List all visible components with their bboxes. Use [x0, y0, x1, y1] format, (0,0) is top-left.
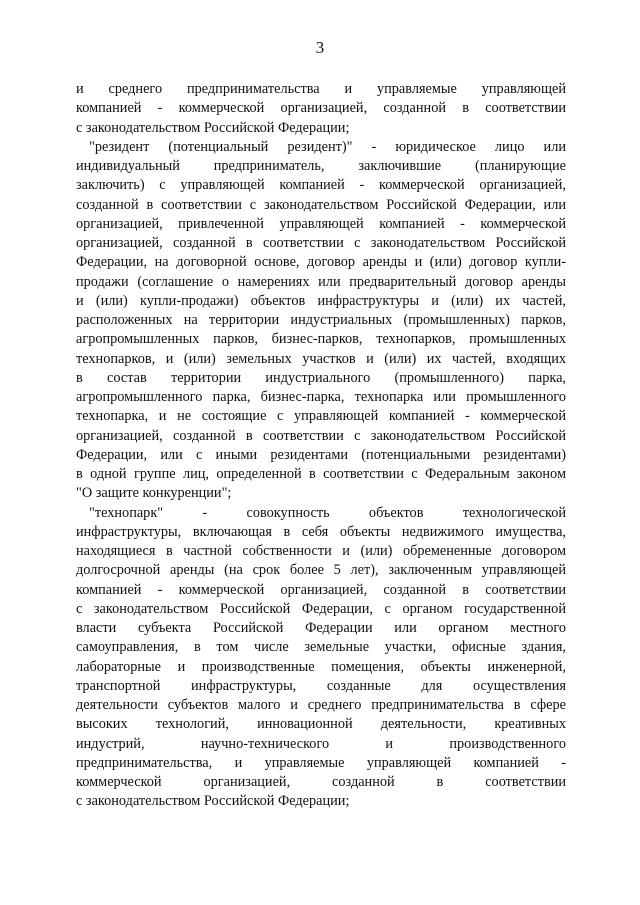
text-line: деятельности субъектов малого и среднего предпринимательства в сфере — [76, 697, 566, 713]
paragraph-continuation — [76, 80, 566, 138]
text-line: "технопарк" - совокупность объектов технологической — [89, 504, 566, 521]
text-line: компанией - коммерческой организацией, созданной в соответствии — [76, 100, 566, 117]
text-line: с законодательством Российской Федерации, с органом государственной — [76, 600, 566, 617]
paragraph-technopark-definition — [76, 504, 566, 812]
text-line: высоких технологий, инновационной деятельности, креативных — [76, 716, 566, 733]
text-line: инфраструктуры, включающая в себя объекты недвижимого имущества, — [76, 523, 566, 540]
text-line: и (или) купли-продажи) объектов инфраструктуры и (или) их частей, — [76, 292, 566, 309]
text-line: в одной группе лиц, определенной в соответствии с Федеральным законом — [76, 466, 566, 482]
text-line: власти субъекта Российской Федерации или органом местного — [76, 620, 566, 636]
text-line: агропромышленного парка, бизнес-парка, технопарка или промышленного — [76, 389, 566, 405]
text-line: созданной в соответствии с законодательством Российской Федерации, или — [76, 196, 566, 213]
text-line: индивидуальный предприниматель, заключившие (планирующие — [76, 158, 566, 174]
text-line: долгосрочной аренды (на срок более 5 лет), заключенным управляющей — [76, 562, 566, 579]
text-line: заключить) с управляющей компанией - коммерческой организацией, — [76, 177, 566, 194]
page-number: 3 — [315, 38, 325, 57]
text-line: с законодательством Российской Федерации; — [76, 793, 350, 810]
text-line: организацией, созданной в соответствии с законодательством Российской — [76, 427, 566, 444]
text-line: "резидент (потенциальный резидент)" - юридическое лицо или — [89, 138, 566, 155]
text-line: технопарков, и (или) земельных участков и (или) их частей, входящих — [76, 350, 566, 367]
text-line: технопарка, и не состоящие с управляющей компанией - коммерческой — [76, 408, 566, 425]
text-line: лабораторные и производственные помещения, объекты инженерной, — [76, 658, 566, 675]
paragraph-resident-definition — [76, 138, 566, 504]
text-line: расположенных на территории индустриальных (промышленных) парков, — [76, 312, 566, 328]
text-line: самоуправления, в том числе земельные участки, офисные здания, — [76, 639, 566, 656]
text-line: продажи (соглашение о намерениях или предварительный договор аренды — [76, 273, 566, 290]
text-line: организацией, созданной в соответствии с законодательством Российской — [76, 235, 566, 251]
text-line: коммерческой организацией, созданной в соответствии — [76, 774, 566, 790]
text-line: индустрий, научно-технического и производственного — [76, 735, 566, 752]
text-line: находящиеся в частной собственности и (или) обремененные договором — [76, 543, 566, 559]
text-line: компанией - коммерческой организацией, созданной в соответствии — [76, 581, 566, 598]
text-line: и среднего предпринимательства и управляемые управляющей — [76, 81, 566, 97]
text-line: транспортной инфраструктуры, созданные для осуществления — [76, 677, 566, 694]
text-line: Федерации, или с иными резидентами (потенциальными резидентами) — [76, 446, 566, 463]
text-line: агропромышленных парков, бизнес-парков, технопарков, промышленных — [76, 331, 566, 348]
document-body — [76, 80, 566, 812]
text-line: "О защите конкуренции"; — [76, 485, 232, 502]
text-line: в состав территории индустриального (промышленного) парка, — [76, 369, 566, 386]
text-line: с законодательством Российской Федерации; — [76, 119, 350, 136]
text-line: Федерации, на договорной основе, договор аренды и (или) договор купли- — [76, 254, 566, 271]
text-line: предпринимательства, и управляемые управляющей компанией - — [76, 754, 566, 771]
text-line: организацией, привлеченной управляющей компанией - коммерческой — [76, 215, 566, 232]
